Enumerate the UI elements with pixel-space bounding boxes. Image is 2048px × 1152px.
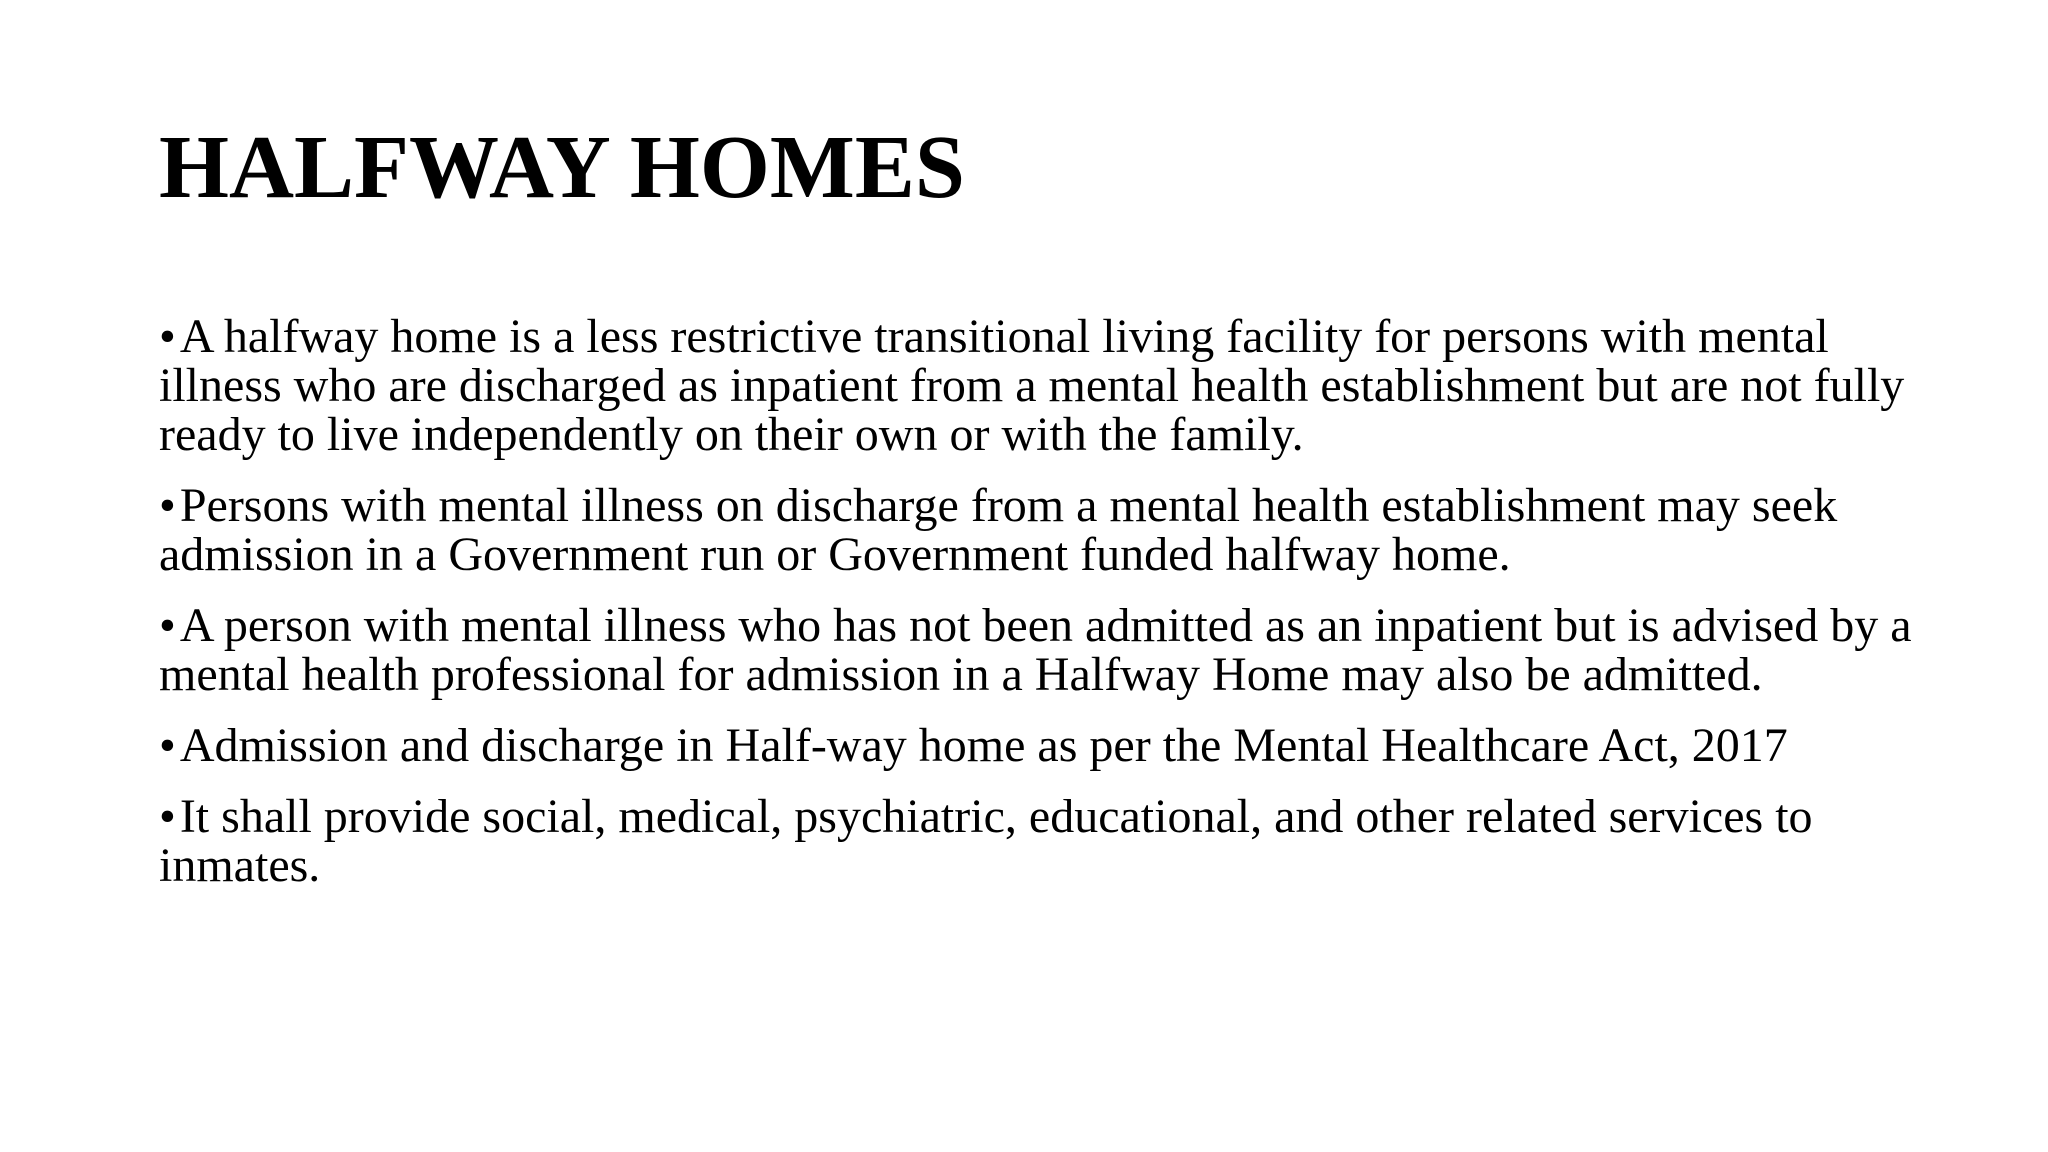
bullet-item [159, 721, 1919, 770]
bullet-icon: • [159, 719, 176, 772]
bullet-text: Admission and discharge in Half-way home as per the Mental Healthcare Act, 2017 [179, 719, 1788, 772]
bullet-text: Persons with mental illness on discharge from a mental health establishment may seek admission in a Government run or Government funded halfway home. [159, 479, 1838, 581]
bullet-icon: • [159, 479, 176, 532]
bullet-item [159, 792, 1919, 890]
bullet-list [159, 312, 1919, 912]
bullet-text: A halfway home is a less restrictive transitional living facility for persons with mental illness who are discharged as inpatient from a mental health establishment but are not fully ready to live independently on their own or with the family. [159, 310, 1905, 461]
bullet-icon: • [159, 790, 176, 843]
bullet-item [159, 481, 1919, 579]
bullet-item [159, 312, 1919, 459]
bullet-item [159, 601, 1919, 699]
slide-title: HALFWAY HOMES [159, 118, 965, 217]
bullet-text: It shall provide social, medical, psychiatric, educational, and other related services to inmates. [159, 790, 1813, 892]
bullet-icon: • [159, 599, 176, 652]
bullet-icon: • [159, 310, 176, 363]
bullet-text: A person with mental illness who has not been admitted as an inpatient but is advised by a mental health professional for admission in a Halfway Home may also be admitted. [159, 599, 1912, 701]
